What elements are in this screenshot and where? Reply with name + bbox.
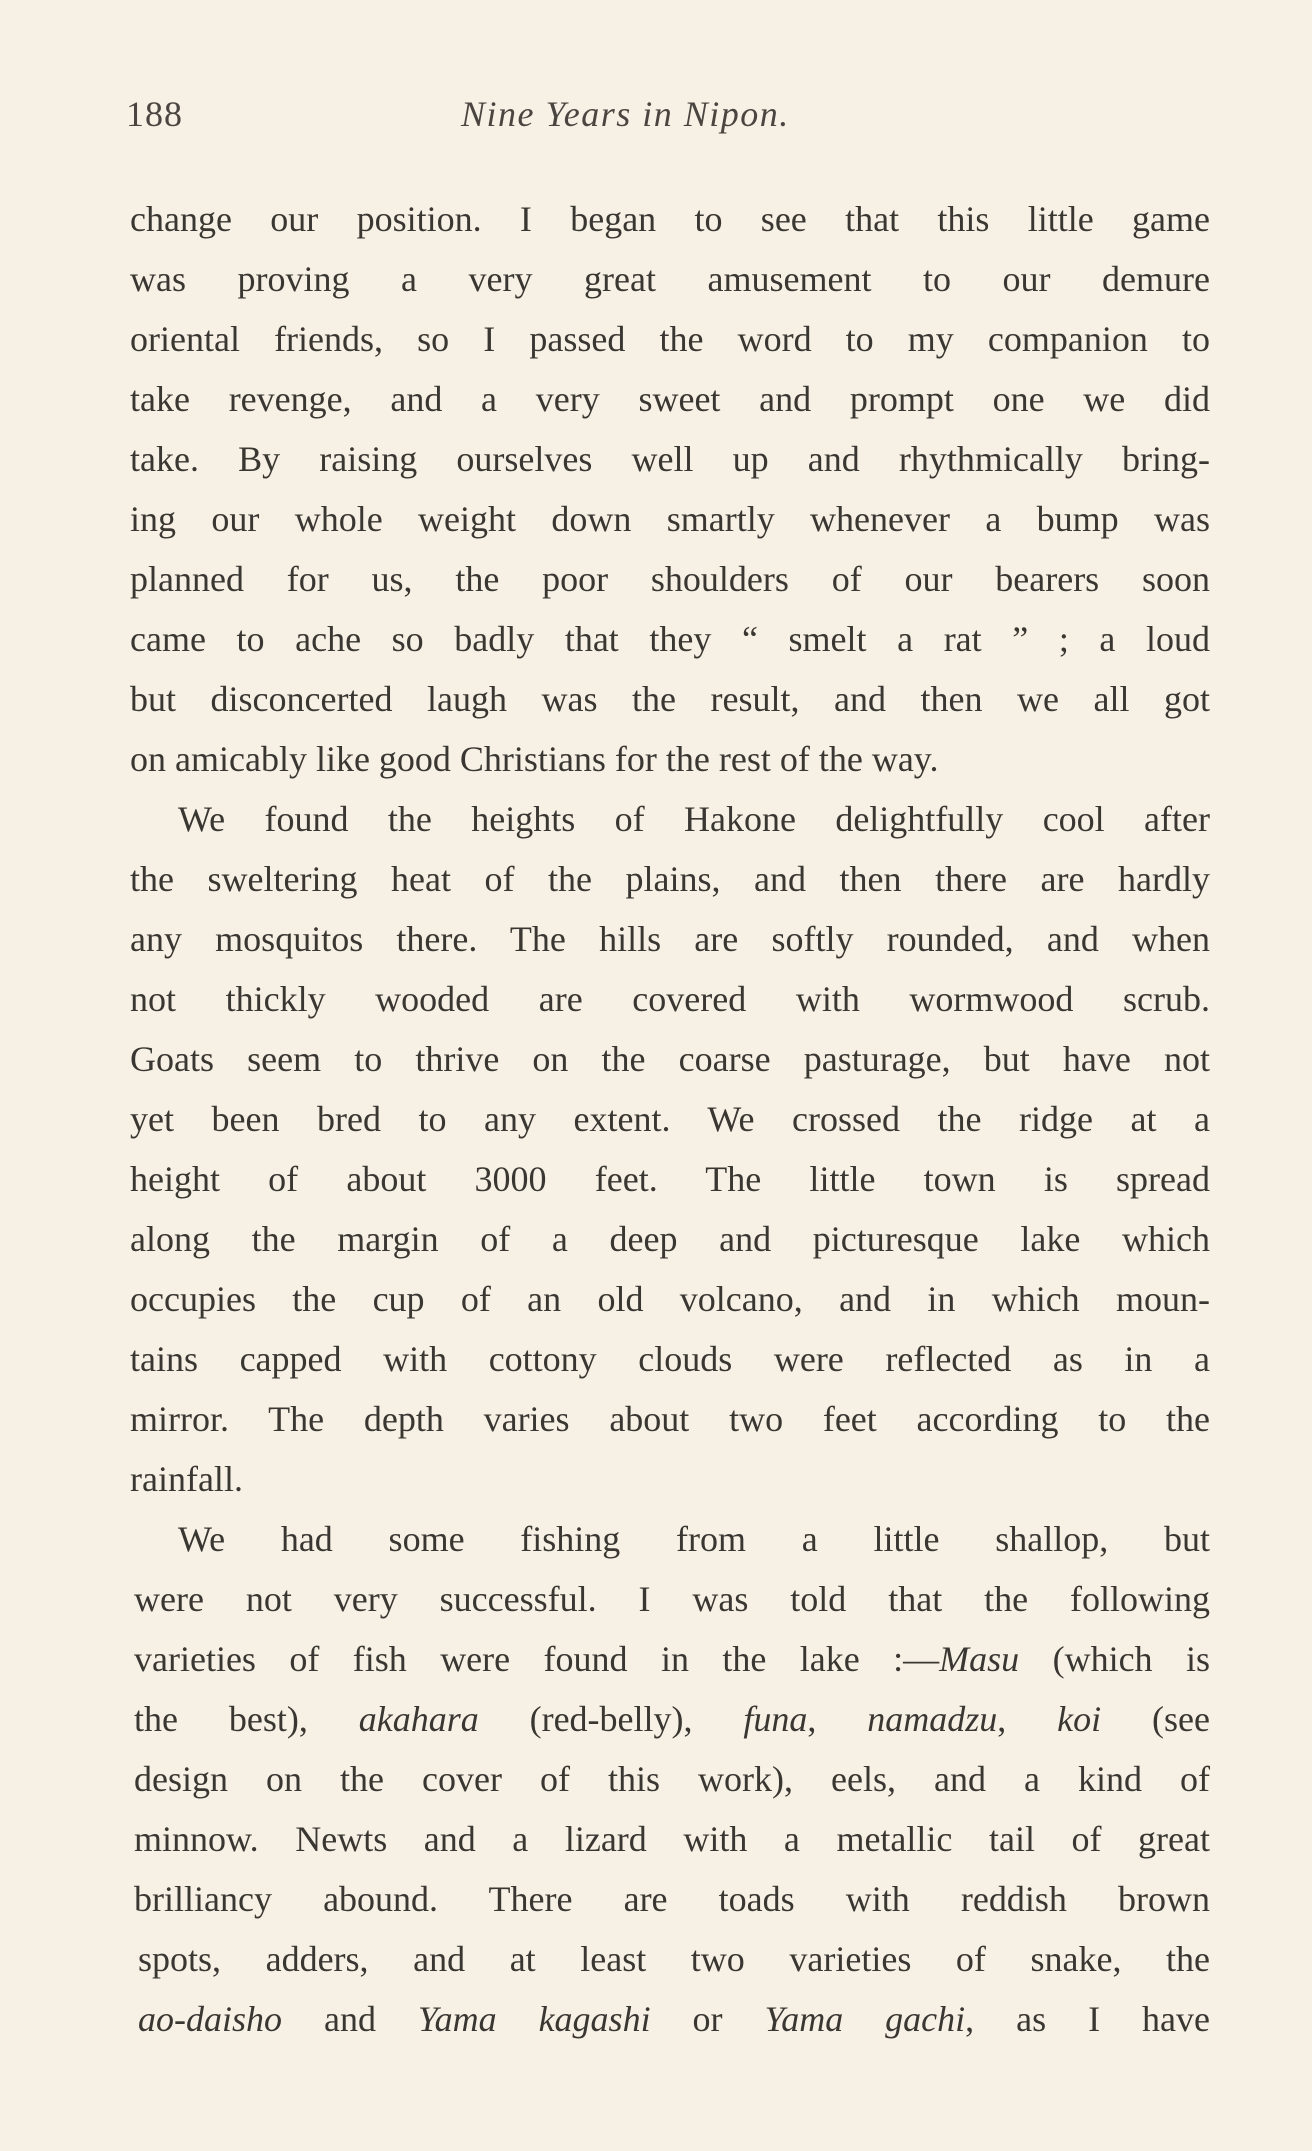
- italic-term: funa: [743, 1699, 808, 1739]
- paragraph-first-line: We had some fishing from a little shallop, but: [178, 1519, 1210, 1559]
- italic-term: Masu: [939, 1639, 1020, 1679]
- text-line: spots, adders, and at least two varieties of snake, the: [138, 1939, 1210, 1979]
- paragraph-first-line: We found the heights of Hakone delightfully cool after: [178, 799, 1210, 839]
- text-line: the sweltering heat of the plains, and then there are hardly: [130, 859, 1210, 899]
- text-line: the best), akahara (red-belly), funa, namadzu, koi (see: [134, 1699, 1210, 1739]
- text-line: Goats seem to thrive on the coarse pasturage, but have not: [130, 1039, 1210, 1079]
- text-line: not thickly wooded are covered with wormwood scrub.: [130, 979, 1210, 1019]
- text-line: varieties of fish were found in the lake :—Masu (which is: [134, 1639, 1210, 1679]
- italic-term: Yama gachi: [764, 1999, 966, 2039]
- text-line: ing our whole weight down smartly whenever a bump was: [130, 499, 1210, 539]
- text-line: tains capped with cottony clouds were reflected as in a: [130, 1339, 1210, 1379]
- text-line: design on the cover of this work), eels, and a kind of: [134, 1759, 1210, 1799]
- text-line: height of about 3000 feet. The little town is spread: [130, 1159, 1210, 1199]
- text-line: were not very successful. I was told that the following: [134, 1579, 1210, 1619]
- italic-term: ao-daisho: [138, 1999, 282, 2039]
- text-line: any mosquitos there. The hills are softly rounded, and when: [130, 919, 1210, 959]
- text-line: on amicably like good Christians for the rest of the way.: [130, 739, 939, 779]
- text-line: was proving a very great amusement to our demure: [130, 259, 1210, 299]
- page-number: 188: [126, 94, 183, 134]
- text-line: take. By raising ourselves well up and rhythmically bring-: [130, 439, 1210, 479]
- text-line: planned for us, the poor shoulders of our bearers soon: [130, 559, 1210, 599]
- text-line: came to ache so badly that they “ smelt a rat ” ; a loud: [130, 619, 1210, 659]
- text-line: ao-daisho and Yama kagashi or Yama gachi, as I have: [138, 1999, 1210, 2039]
- text-line: rainfall.: [130, 1459, 243, 1499]
- text-line: but disconcerted laugh was the result, and then we all got: [130, 679, 1210, 719]
- body-text: [130, 189, 1210, 2049]
- italic-term: akahara: [358, 1699, 479, 1739]
- text-line: yet been bred to any extent. We crossed the ridge at a: [130, 1099, 1210, 1139]
- text-line: change our position. I began to see that this little game: [130, 199, 1210, 239]
- text-line: take revenge, and a very sweet and prompt one we did: [130, 379, 1210, 419]
- text-line: along the margin of a deep and picturesque lake which: [130, 1219, 1210, 1259]
- text-line: minnow. Newts and a lizard with a metallic tail of great: [134, 1819, 1210, 1859]
- text-line: mirror. The depth varies about two feet according to the: [130, 1399, 1210, 1439]
- text-line: brilliancy abound. There are toads with reddish brown: [134, 1879, 1210, 1919]
- italic-term: koi: [1057, 1699, 1102, 1739]
- running-header: [126, 84, 1226, 144]
- running-title: Nine Years in Nipon.: [461, 94, 790, 134]
- text-line: oriental friends, so I passed the word to my companion to: [130, 319, 1210, 359]
- italic-term: Yama kagashi: [417, 1999, 651, 2039]
- italic-term: namadzu: [867, 1699, 998, 1739]
- text-line: occupies the cup of an old volcano, and in which moun-: [130, 1279, 1210, 1319]
